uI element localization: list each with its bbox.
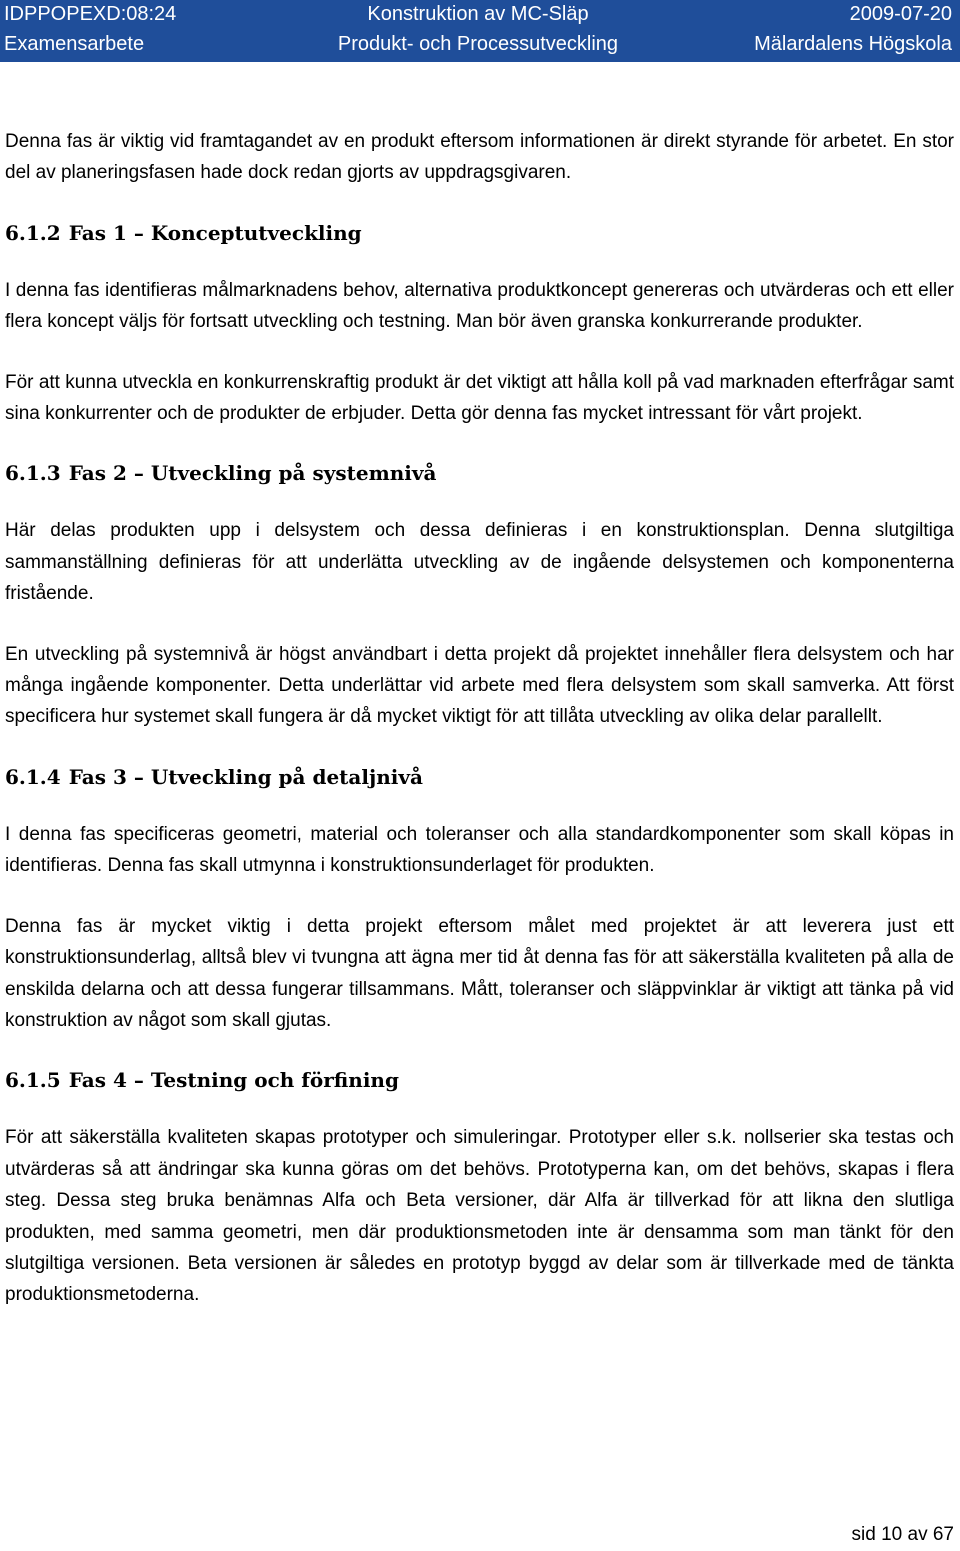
section-heading-6-1-2 xyxy=(5,218,954,248)
header-row-bottom xyxy=(4,33,952,55)
section-paragraph: I denna fas identifieras målmarknadens behov, alternativa produktkoncept genereras och utvärderas och ett eller flera koncept väljs för fortsatt utveckling och testning. Man bör även granska konkurrerande produkter. xyxy=(5,279,954,333)
section-paragraph: För att kunna utveckla en konkurrenskraftig produkt är det viktigt att hålla koll på vad marknaden efterfrågar samt sina konkurrenter och de produkter de erbjuder. Detta gör denna fas mycket intressant för vårt projekt. xyxy=(5,371,954,425)
section-title: Fas 4 – Testning och förfining xyxy=(68,1068,399,1093)
section-paragraph: En utveckling på systemnivå är högst användbart i detta projekt då projektet innehåller flera delsystem och har många ingående komponenter. Detta underlättar vid arbete med flera delsystem som skall samverka. Att först specificera hur systemet skall fungera är då mycket viktigt för att tillåta utveckling av olika delar parallellt. xyxy=(5,643,954,728)
section-heading-6-1-4 xyxy=(5,762,954,792)
header-doc-id: IDPPOPEXD:08:24 xyxy=(4,3,177,25)
section-number: 6.1.5 xyxy=(5,1068,61,1093)
page-number: sid 10 av 67 xyxy=(851,1524,954,1545)
section-paragraph: I denna fas specificeras geometri, material och toleranser och alla standardkomponenter som skall köpas in identifieras. Denna fas skall utmynna i konstruktionsunderlaget för produkten. xyxy=(5,823,954,877)
section-title: Fas 1 – Konceptutveckling xyxy=(68,220,362,245)
header-row-top xyxy=(4,3,952,25)
section-paragraph: Denna fas är mycket viktig i detta projekt eftersom målet med projektet är att leverera just ett konstruktionsunderlag, alltså blev vi tvungna att ägna mer tid åt denna fas för att säkerställa kvaliteten på alla de enskilda delarna och att dessa fungerar tillsammans. Mått, toleranser och släppvinklar är viktigt att tänka på vid konstruktion av något som skall gjutas. xyxy=(5,915,954,1031)
section-number: 6.1.2 xyxy=(5,220,61,245)
section-heading-6-1-3 xyxy=(5,458,954,488)
header-date: 2009-07-20 xyxy=(849,3,952,25)
section-paragraph: Här delas produkten upp i delsystem och dessa definieras i en konstruktionsplan. Denna slutgiltiga sammanställning definieras för att underlätta utveckling av de ingående delsystemen och komponenterna fristående. xyxy=(5,520,954,605)
section-heading-6-1-5 xyxy=(5,1065,954,1095)
header-subject: Produkt- och Processutveckling xyxy=(337,33,619,55)
header-doc-type: Examensarbete xyxy=(4,33,145,55)
page-content xyxy=(5,126,954,1340)
section-title: Fas 3 – Utveckling på detaljnivå xyxy=(68,764,423,789)
page-header xyxy=(0,0,960,62)
section-number: 6.1.3 xyxy=(5,461,61,486)
header-title: Konstruktion av MC-Släp xyxy=(367,3,589,25)
intro-paragraph: Denna fas är viktig vid framtagandet av en produkt eftersom informationen är direkt styrande för arbetet. En stor del av planeringsfasen hade dock redan gjorts av uppdragsgivaren. xyxy=(5,131,954,184)
section-title: Fas 2 – Utveckling på systemnivå xyxy=(68,461,437,486)
section-number: 6.1.4 xyxy=(5,764,61,789)
header-school: Mälardalens Högskola xyxy=(754,33,952,55)
section-paragraph: För att säkerställa kvaliteten skapas prototyper och simuleringar. Prototyper eller s.k. nollserier ska testas och utvärderas så att ändringar ska kunna göras om det behövs. Prototyperna kan, om det behövs, skapas i flera steg. Dessa steg bruka benämnas Alfa och Beta versioner, där Alfa är tillverkad för att likna den slutliga produkten, med samma geometri, men där produktionsmetoden inte är densamma som man tänkt för den slutgiltiga versionen. Beta versionen är således en prototyp byggd av delar som är tillverkade med de tänkta produktionsmetoderna. xyxy=(5,1127,954,1306)
